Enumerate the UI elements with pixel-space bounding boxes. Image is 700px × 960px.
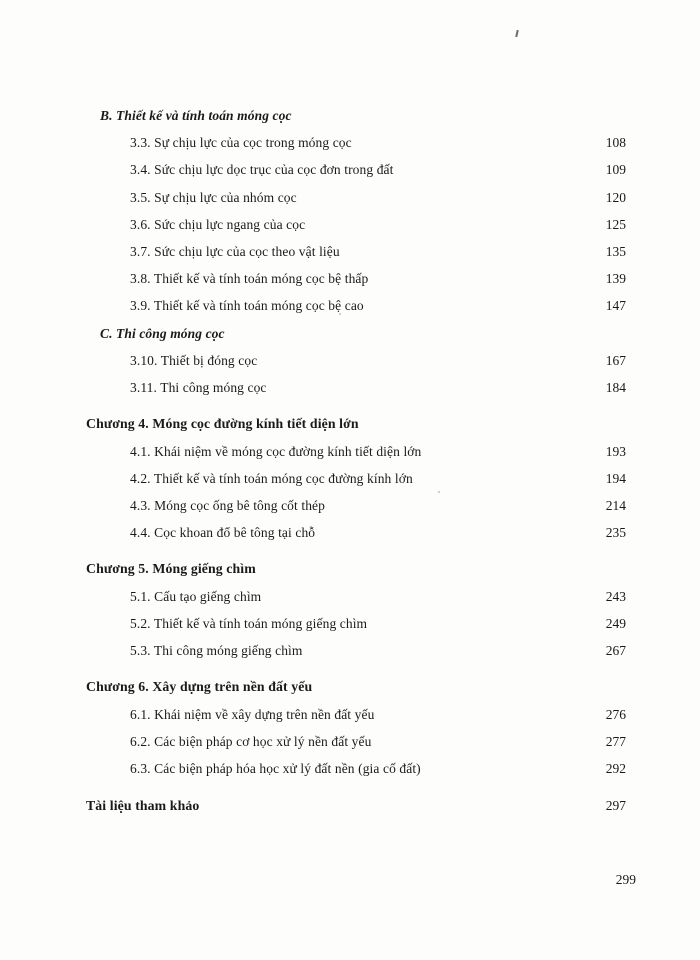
toc-row[interactable] <box>86 416 626 433</box>
toc-entry-page-number: 125 <box>605 216 626 232</box>
toc-row[interactable] <box>86 761 626 777</box>
toc-entry-label: Chương 6. Xây dựng trên nền đất yếu <box>86 679 313 695</box>
toc-entry-label: B. Thiết kế và tính toán móng cọc <box>100 108 292 123</box>
toc-entry-label: 3.5. Sự chịu lực của nhóm cọc <box>130 189 297 205</box>
toc-entry-label: 6.2. Các biện pháp cơ học xử lý nền đất yếu <box>130 734 372 750</box>
toc-entry-label: 4.1. Khái niệm về móng cọc đường kính tiết diện lớn <box>130 443 422 459</box>
toc-row[interactable] <box>86 244 626 260</box>
toc-row[interactable] <box>86 326 626 342</box>
toc-row[interactable] <box>86 798 626 815</box>
toc-entry-label: 6.3. Các biện pháp hóa học xử lý đất nền (gia cố đất) <box>130 761 421 777</box>
toc-entry-label: 3.7. Sức chịu lực của cọc theo vật liệu <box>130 243 340 259</box>
toc-row[interactable] <box>86 589 626 605</box>
page-number: 299 <box>615 872 636 887</box>
toc-row[interactable] <box>86 298 626 314</box>
toc-entry-label: 6.1. Khái niệm về xây dựng trên nền đất yếu <box>130 707 375 723</box>
toc-row[interactable] <box>86 217 626 233</box>
toc-entry-label: 5.2. Thiết kế và tính toán móng giếng chìm <box>130 616 368 632</box>
table-of-contents <box>86 108 626 825</box>
toc-entry-label: 5.3. Thi công móng giếng chìm <box>130 643 303 659</box>
toc-entry-page-number: 139 <box>605 271 626 287</box>
toc-entry-label: 4.4. Cọc khoan đổ bê tông tại chỗ <box>130 525 316 541</box>
toc-row[interactable] <box>86 190 626 206</box>
page-ink-mark <box>515 30 518 37</box>
toc-row[interactable] <box>86 471 626 487</box>
toc-row[interactable] <box>86 679 626 696</box>
toc-row[interactable] <box>86 380 626 396</box>
toc-row[interactable] <box>86 707 626 723</box>
toc-entry-label: 5.1. Cấu tạo giếng chìm <box>130 588 262 604</box>
toc-entry-page-number: 147 <box>605 298 626 314</box>
toc-entry-page-number: 277 <box>605 734 626 750</box>
toc-row[interactable] <box>86 643 626 659</box>
toc-row[interactable] <box>86 353 626 369</box>
toc-entry-page-number: 109 <box>605 162 626 178</box>
toc-entry-label: 4.2. Thiết kế và tính toán móng cọc đường kính lớn <box>130 470 413 486</box>
toc-entry-label: Chương 4. Móng cọc đường kính tiết diện lớn <box>86 416 359 432</box>
toc-row[interactable] <box>86 561 626 578</box>
toc-row[interactable] <box>86 616 626 632</box>
toc-entry-page-number: 135 <box>605 243 626 259</box>
toc-entry-label: 3.6. Sức chịu lực ngang của cọc <box>130 216 306 232</box>
toc-entry-label: 3.4. Sức chịu lực dọc trục của cọc đơn trong đất <box>130 162 394 178</box>
toc-entry-page-number: 167 <box>605 352 626 368</box>
toc-row[interactable] <box>86 162 626 178</box>
toc-row[interactable] <box>86 498 626 514</box>
toc-entry-page-number: 108 <box>605 135 626 151</box>
toc-entry-label: 3.3. Sự chịu lực của cọc trong móng cọc <box>130 135 352 151</box>
toc-entry-label: 3.9. Thiết kế và tính toán móng cọc bệ cao <box>130 298 364 314</box>
toc-entry-page-number: 267 <box>605 643 626 659</box>
toc-entry-page-number: 297 <box>605 797 626 813</box>
toc-entry-label: 4.3. Móng cọc ống bê tông cốt thép <box>130 497 325 513</box>
toc-entry-page-number: 214 <box>605 497 626 513</box>
toc-entry-page-number: 243 <box>605 588 626 604</box>
toc-entry-label: 3.8. Thiết kế và tính toán móng cọc bệ thấp <box>130 271 369 287</box>
toc-entry-label: Chương 5. Móng giếng chìm <box>86 561 256 577</box>
toc-entry-page-number: 193 <box>605 443 626 459</box>
toc-entry-page-number: 276 <box>605 707 626 723</box>
toc-entry-page-number: 292 <box>605 761 626 777</box>
toc-entry-page-number: 249 <box>605 616 626 632</box>
toc-row[interactable] <box>86 734 626 750</box>
toc-row[interactable] <box>86 525 626 541</box>
toc-entry-label: Tài liệu tham khảo <box>86 797 200 813</box>
toc-entry-page-number: 184 <box>605 379 626 395</box>
toc-row[interactable] <box>86 271 626 287</box>
toc-row[interactable] <box>86 108 626 124</box>
toc-row[interactable] <box>86 444 626 460</box>
toc-row[interactable] <box>86 135 626 151</box>
toc-entry-page-number: 120 <box>605 189 626 205</box>
toc-entry-label: C. Thi công móng cọc <box>100 325 225 341</box>
toc-entry-label: 3.11. Thi công móng cọc <box>130 379 267 395</box>
toc-entry-label: 3.10. Thiết bị đóng cọc <box>130 352 258 368</box>
toc-entry-page-number: 194 <box>605 470 626 486</box>
toc-entry-page-number: 235 <box>605 525 626 541</box>
